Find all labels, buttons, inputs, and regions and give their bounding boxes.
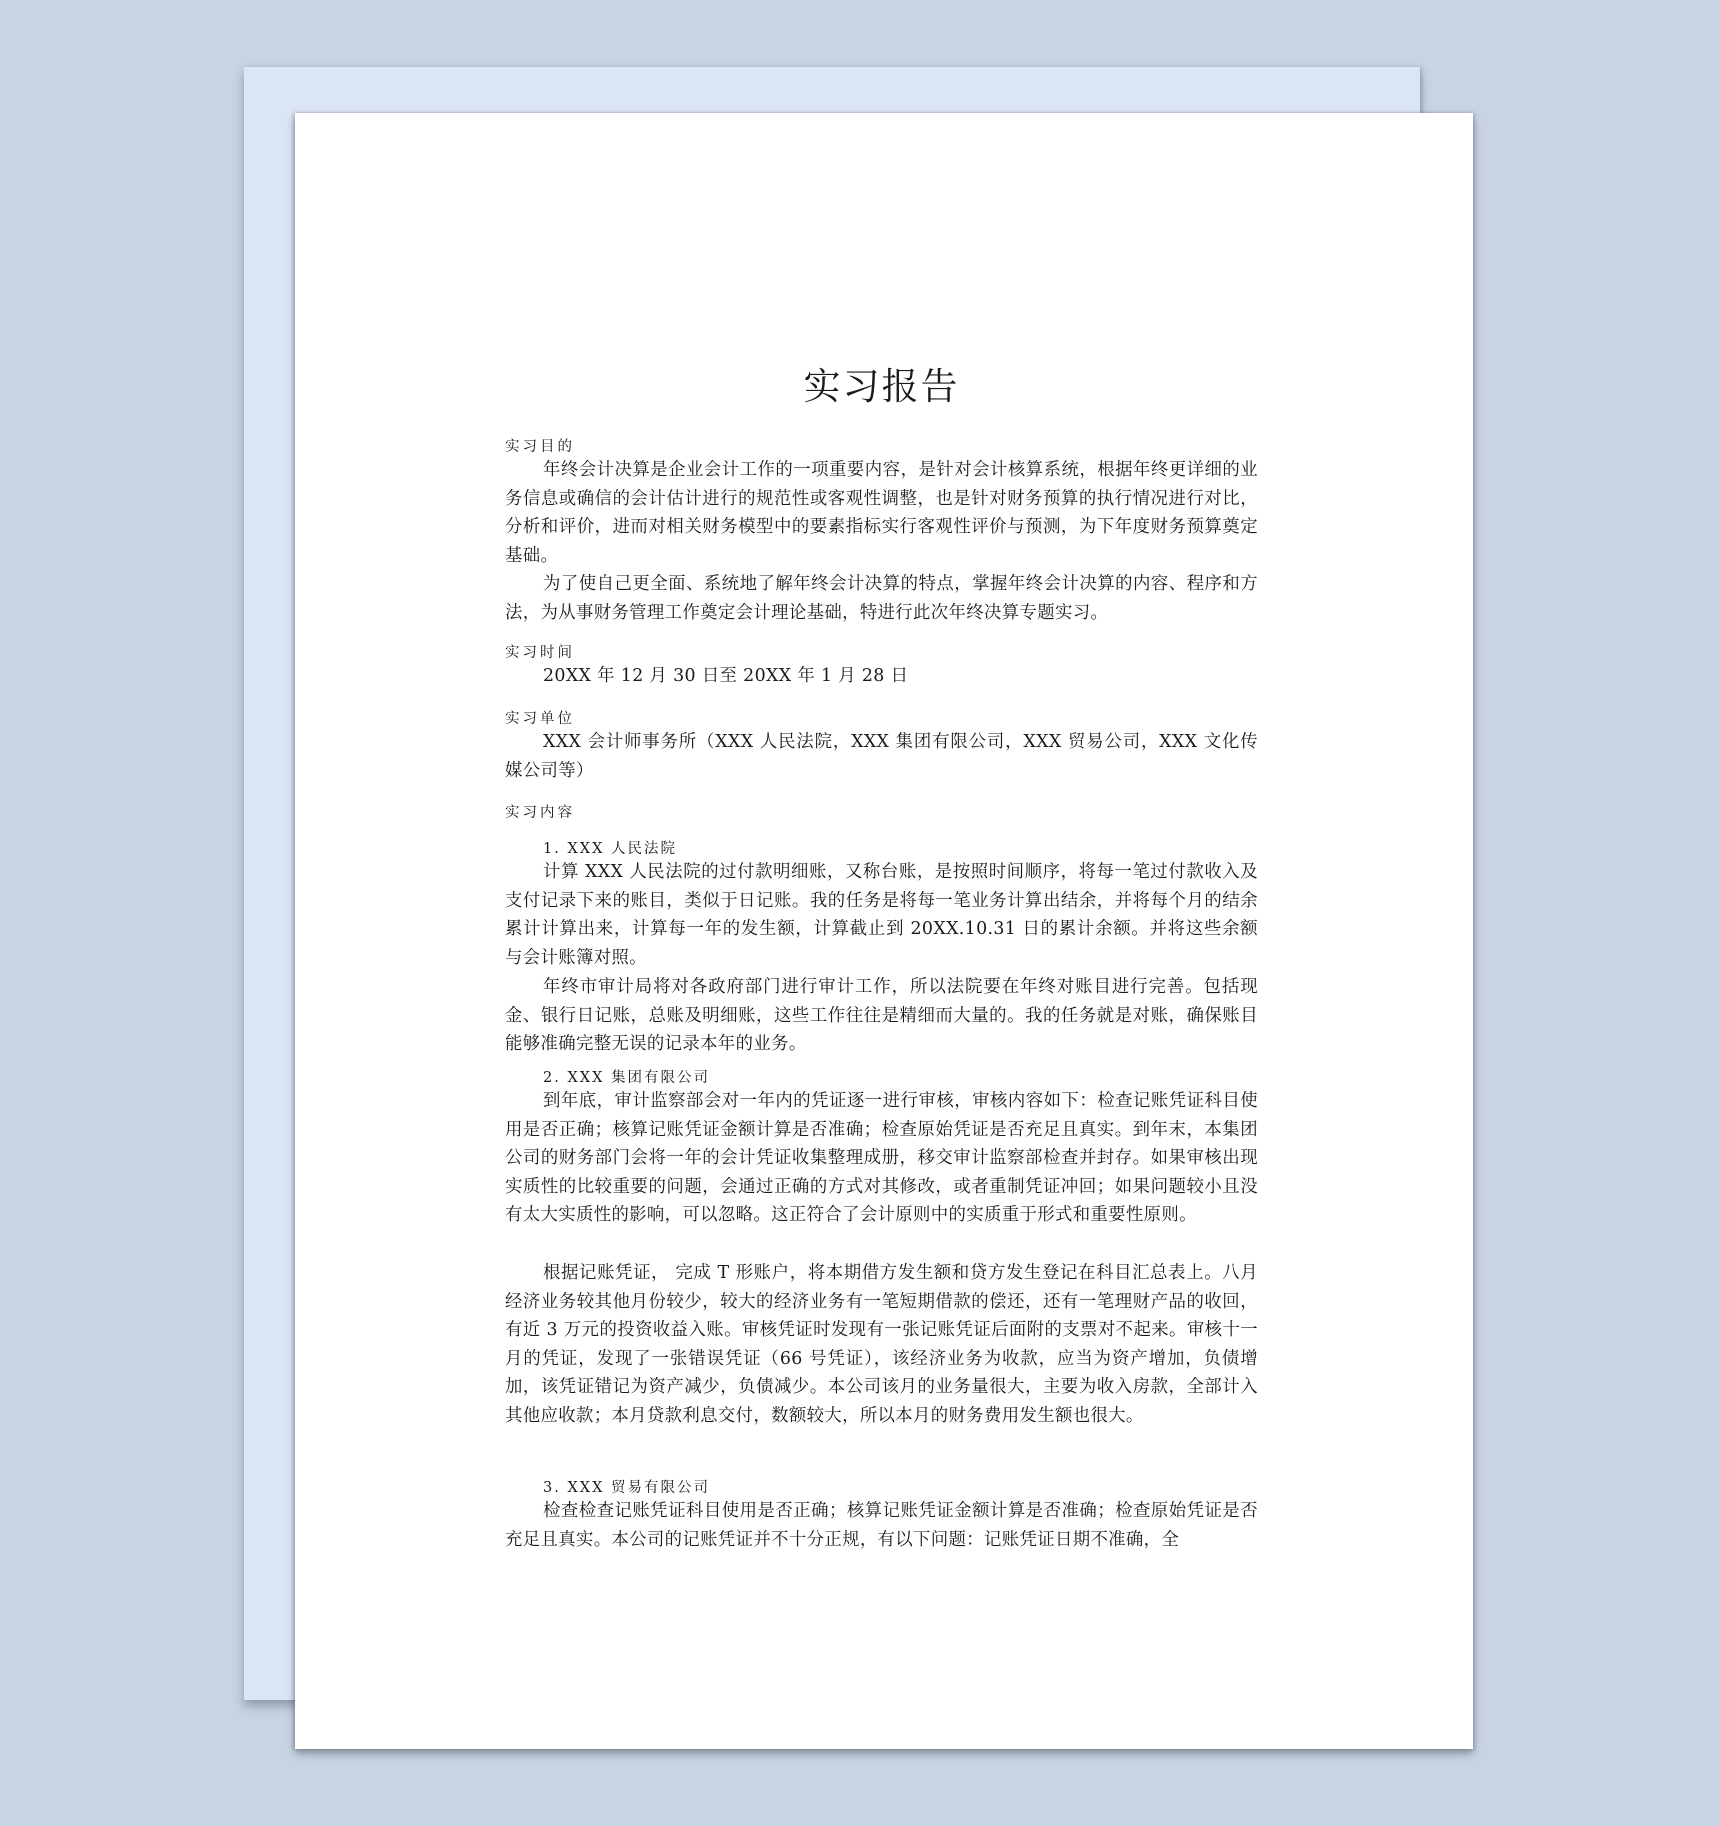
paragraph-unit: XXX 会计师事务所（XXX 人民法院，XXX 集团有限公司，XXX 贸易公司，XXX 文化传媒公司等） xyxy=(505,732,1258,781)
subsection-heading-court: 1. XXX 人民法院 xyxy=(543,841,678,857)
paragraph-court-1: 计算 XXX 人民法院的过付款明细账，又称台账，是按照时间顺序，将每一笔过付款收入及支付记录下来的账目，类似于日记账。我的任务是将每一笔业务计算出结余，并将每个月的结余累计计算出来，计算每一年的发生额，计算截止到 20XX.10.31 日的累计余额。并将这些余额与会计账簿对照。 xyxy=(505,862,1258,968)
paragraph-trade-1: 检查检查记账凭证科目使用是否正确；核算记账凭证金额计算是否准确；检查原始凭证是否充足且真实。本公司的记账凭证并不十分正规，有以下问题：记账凭证日期不准确，全 xyxy=(505,1501,1258,1550)
paragraph-time: 20XX 年 12 月 30 日至 20XX 年 1 月 28 日 xyxy=(543,666,909,686)
subsection-heading-group: 2. XXX 集团有限公司 xyxy=(543,1070,711,1086)
paragraph-purpose-2: 为了使自己更全面、系统地了解年终会计决算的特点，掌握年终会计决算的内容、程序和方法，为从事财务管理工作奠定会计理论基础，特进行此次年终决算专题实习。 xyxy=(505,574,1258,623)
document-page xyxy=(295,113,1473,1749)
section-heading-content: 实习内容 xyxy=(505,805,575,821)
subsection-heading-trade: 3. XXX 贸易有限公司 xyxy=(543,1480,711,1496)
paragraph-court-2: 年终市审计局将对各政府部门进行审计工作，所以法院要在年终对账目进行完善。包括现金、银行日记账，总账及明细账，这些工作往往是精细而大量的。我的任务就是对账，确保账目能够准确完整无误的记录本年的业务。 xyxy=(505,977,1258,1055)
section-heading-unit: 实习单位 xyxy=(505,711,575,727)
paragraph-group-2: 根据记账凭证， 完成 T 形账户，将本期借方发生额和贷方发生登记在科目汇总表上。八月经济业务较其他月份较少，较大的经济业务有一笔短期借款的偿还，还有一笔理财产品的收回，有近 3 万元的投资收益入账。审核凭证时发现有一张记账凭证后面附的支票对不起来。审核十一月的凭证，发现了一张错误凭证（66 号凭证），该经济业务为收款，应当为资产增加，负债增加，该凭证错记为资产减少，负债减少。本公司该月的业务量很大，主要为收入房款，全部计入其他应收款；本月贷款利息交付，数额较大，所以本月的财务费用发生额也很大。 xyxy=(505,1263,1258,1426)
section-heading-time: 实习时间 xyxy=(505,645,575,661)
paragraph-purpose-1: 年终会计决算是企业会计工作的一项重要内容，是针对会计核算系统，根据年终更详细的业务信息或确信的会计估计进行的规范性或客观性调整，也是针对财务预算的执行情况进行对比，分析和评价，进而对相关财务模型中的要素指标实行客观性评价与预测，为下年度财务预算奠定基础。 xyxy=(505,460,1258,566)
paragraph-group-1: 到年底，审计监察部会对一年内的凭证逐一进行审核，审核内容如下：检查记账凭证科目使用是否正确；核算记账凭证金额计算是否准确；检查原始凭证是否充足且真实。到年末，本集团公司的财务部门会将一年的会计凭证收集整理成册，移交审计监察部检查并封存。如果审核出现实质性的比较重要的问题，会通过正确的方式对其修改，或者重制凭证冲回；如果问题较小且没有太大实质性的影响，可以忽略。这正符合了会计原则中的实质重于形式和重要性原则。 xyxy=(505,1091,1258,1226)
document-title: 实习报告 xyxy=(803,364,960,408)
section-heading-purpose: 实习目的 xyxy=(505,439,575,455)
